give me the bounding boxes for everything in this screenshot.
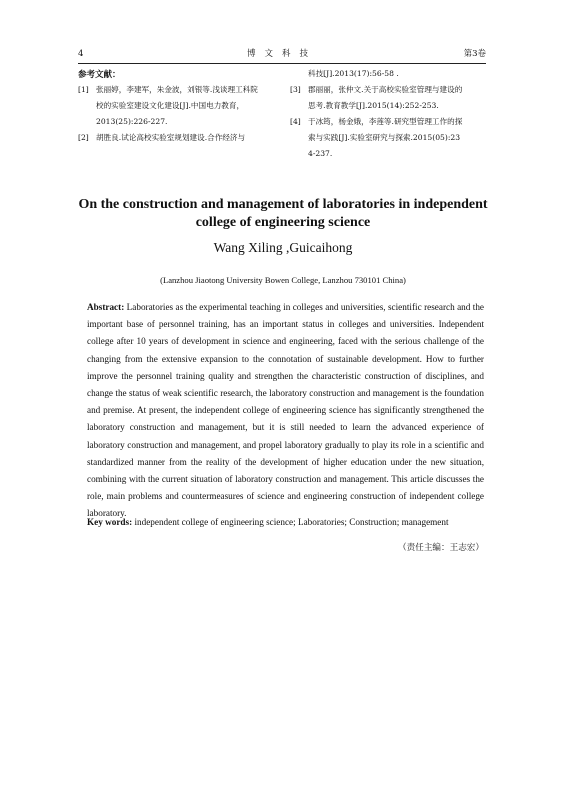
reference-line: 2013(25):226-227. [96, 117, 168, 126]
abstract-text: Laboratories as the experimental teaching in colleges and universities, scientific research and the important base of personnel training, has an important status in colleges and universities. Independent college after 10 years of development in science and engineering, faced with the serious challenge of the changing from the extensive expansion to the connotation of sustainable development. How to further improve the personnel training quality and strengthen the characteristic construction of disciplines, and change the status of weak scientific research, the laboratory construction and management is the foundation and premise. At present, the independent college of engineering science has significantly strengthened the laboratory construction and management, but it is still needed to learn the advanced experience of laboratory construction and management, and propel laboratory gradually to play its role in a scientific and standardized manner from the reality of the development of higher education under the new situation, combining with the current situation of laboratory construction and management. This article discusses the role, main problems and countermeasures of science and engineering construction of independent college laboratory. [87, 302, 484, 519]
keywords-label: Key words: [87, 517, 133, 527]
affiliation: (Lanzhou Jiaotong University Bowen College, Lanzhou 730101 China) [160, 275, 406, 285]
reference-line: 索与实践[J].实验室研究与探索.2015(05):23 [308, 133, 461, 142]
volume-label: 第3卷 [463, 49, 486, 59]
reference-item [78, 130, 280, 146]
editor-note: （责任主编：王志宏） [398, 543, 484, 553]
reference-line: 4-237. [308, 149, 333, 158]
reference-line: 于冰筠，杨金娥，李莲等.研究型管理工作的探 [308, 117, 463, 126]
keywords-text: independent college of engineering science; Laboratories; Construction; management [132, 517, 449, 527]
reference-tag: [1] [78, 85, 89, 94]
reference-tag: [2] [78, 133, 89, 142]
reference-item [290, 82, 486, 114]
running-header [78, 47, 486, 61]
keywords [87, 514, 484, 530]
reference-tag: [4] [290, 117, 301, 126]
reference-line: 胡胜良.试论高校实验室规划建设.合作经济与 [96, 133, 246, 142]
reference-line: 郡丽丽，张仲文.关于高校实验室管理与建设的 [308, 85, 463, 94]
header-rule [78, 63, 486, 64]
page-number: 4 [78, 49, 84, 59]
reference-item [78, 82, 280, 130]
reference-line: 张丽婷，李建军，朱金波，刘银等.浅谈理工科院 [96, 85, 258, 94]
reference-continuation: 科技[J].2013(17):56-58 . [308, 69, 399, 78]
reference-item [290, 114, 486, 162]
reference-line: 校的实验室建设文化建设[J].中国电力教育， [96, 101, 245, 110]
english-title [60, 196, 506, 232]
references-heading: 参考文献： [78, 70, 121, 80]
reference-line: 思考.教育教学[J].2015(14):252-253. [308, 101, 439, 110]
references-left-column [78, 82, 280, 146]
reference-tag: [3] [290, 85, 301, 94]
authors: Wang Xiling ,Guicaihong [213, 240, 353, 255]
journal-title: 博文科技 [246, 49, 317, 59]
abstract [87, 299, 484, 523]
english-title-line: college of engineering science [195, 215, 371, 230]
references-right-column [290, 66, 486, 162]
english-title-line: On the construction and management of laboratories in independent [78, 197, 488, 212]
abstract-label: Abstract: [87, 302, 125, 312]
